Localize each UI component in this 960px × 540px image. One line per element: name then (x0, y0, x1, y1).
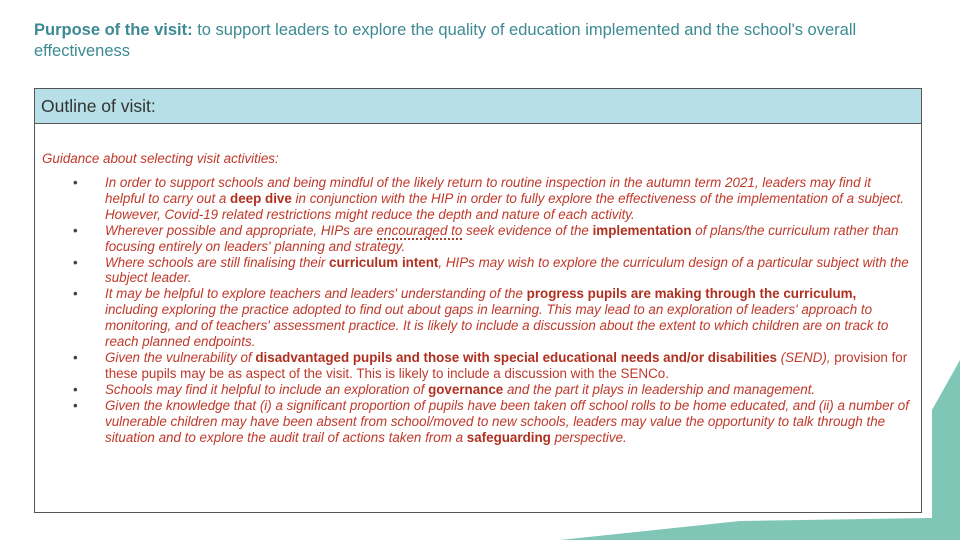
bullet-emphasis: governance (428, 381, 504, 397)
bullet-icon: • (73, 349, 78, 365)
bullet-icon: • (73, 222, 78, 238)
bullet-icon: • (73, 175, 78, 190)
list-item (35, 398, 919, 446)
list-item (35, 255, 919, 287)
bullet-icon: • (73, 381, 78, 397)
title-label: Purpose of the visit: (34, 21, 193, 39)
bullet-icon: • (73, 286, 78, 302)
bullet-text: It may be helpful to explore teachers and leaders' understanding of the (105, 286, 527, 302)
bullet-text: Wherever possible and appropriate, HIPs are (105, 222, 377, 238)
bullet-icon: • (73, 254, 78, 270)
outline-box (34, 88, 922, 513)
bullet-text: Schools may find it helpful to include an exploration of (105, 381, 429, 397)
bullet-text: Where schools are still finalising their (105, 254, 330, 270)
bullet-emphasis: curriculum intent (329, 254, 439, 270)
list-item (35, 350, 919, 382)
bullet-text: (SEND), (776, 349, 831, 365)
bullet-text: Given the knowledge that (i) a significant proportion of pupils have been taken off school rolls to be home educated, and (ii) a number of vulnerable children may have been absent from school/moved to new schools, leaders may value the opportunity to talk through the situation and to explore the audit trail of actions taken from a (105, 397, 909, 445)
bullet-text: perspective. (550, 429, 627, 445)
bullet-text: seek evidence of the (462, 222, 593, 238)
bullet-emphasis: safeguarding (466, 429, 551, 445)
list-item (35, 175, 919, 223)
bullet-text: in conjunction with the HIP in order to fully explore the effectiveness of the implementation of a subject. However, Covid-19 related restrictions might reduce the depth and nature of each activity. (105, 190, 904, 222)
bullet-text: In order to support schools and being mindful of the likely return to routine inspection in the autumn term 2021, leaders may find it helpful to carry out a (105, 175, 871, 206)
list-item (35, 223, 919, 255)
bullet-text: including exploring the practice adopted to find out about gaps in learning. This may lead to an exploration of leaders' approach to monitoring, and of teachers' assessment practice. It is likely to include a discussion about the extent to which children are on track to reach planned endpoints. (105, 302, 889, 350)
bullet-emphasis: deep dive (230, 190, 292, 206)
bullet-icon: • (73, 397, 78, 413)
bullet-underlined: encouraged to (376, 222, 463, 238)
bullet-text: Given the vulnerability of (105, 349, 256, 365)
bullet-text: of plans/the curriculum rather than focusing entirely on leaders' planning and strategy. (105, 222, 899, 254)
bullet-text: provision for these pupils may be as aspect of the visit. This is likely to include a discussion with the SENCo. (105, 349, 908, 381)
title-text: to support leaders to explore the quality of education implemented and the school's overall effectiveness (34, 21, 857, 60)
list-item (35, 382, 919, 398)
bullet-emphasis: implementation (592, 222, 692, 238)
bullet-text: , HIPs may wish to explore the curriculum design of a particular subject with the subject leader. (105, 254, 909, 286)
guidance-heading: Guidance about selecting visit activities: (42, 151, 279, 166)
guidance-list (35, 175, 919, 445)
page-title (34, 20, 914, 62)
list-item (35, 286, 919, 350)
bullet-text: and the part it plays in leadership and management. (503, 381, 816, 397)
outline-header: Outline of visit: (35, 89, 921, 124)
bullet-emphasis: disadvantaged pupils and those with special educational needs and/or disabilities (255, 349, 777, 365)
bullet-emphasis: progress pupils are making through the curriculum, (526, 286, 857, 302)
